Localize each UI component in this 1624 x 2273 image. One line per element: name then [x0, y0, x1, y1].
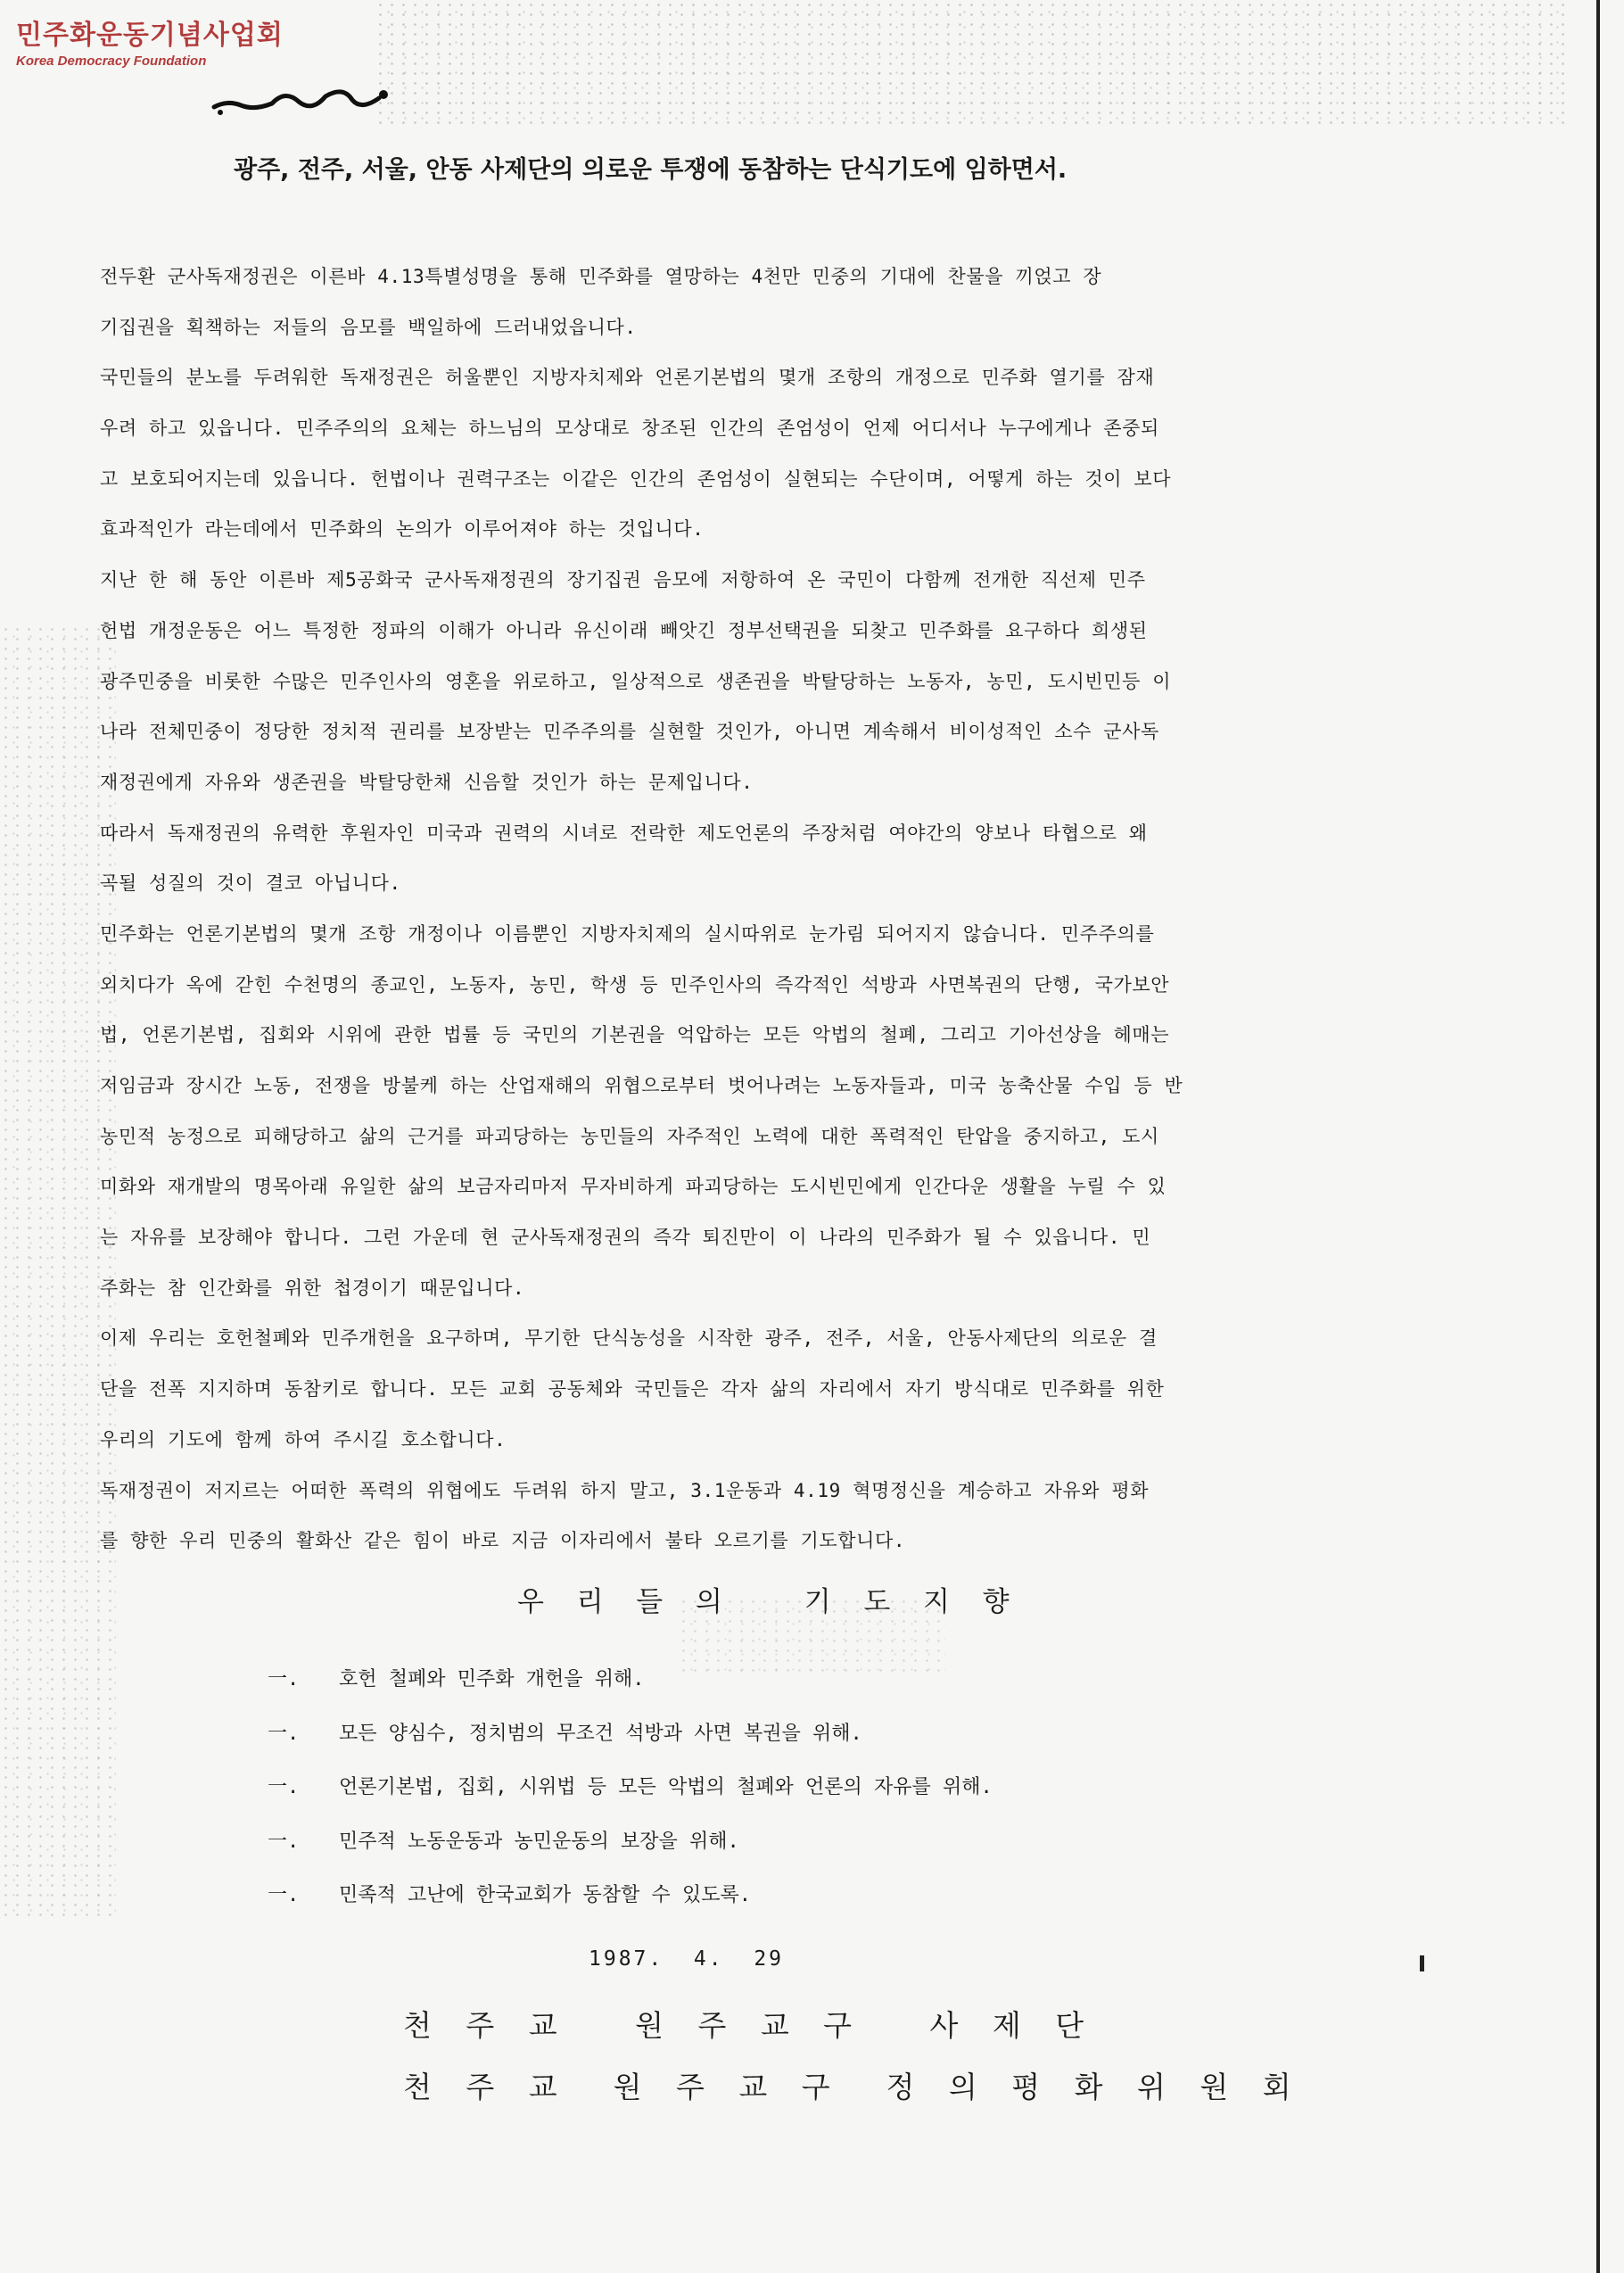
- ink-mark: [1420, 1955, 1424, 1971]
- body-line: 헌법 개정운동은 어느 특정한 정파의 이해가 아니라 유신이래 빼앗긴 정부선택권을 되찾고 민주화를 요구하다 희생된: [100, 619, 1148, 641]
- scan-edge-line: [1596, 0, 1600, 2273]
- body-line: 를 향한 우리 민중의 활화산 같은 힘이 바로 지금 이자리에서 불타 오르기를 기도합니다.: [100, 1530, 906, 1552]
- signature-organization-1: 천 주 교 원 주 교 구 사 제 단: [403, 2008, 1097, 2043]
- body-line: 국민들의 분노를 두려워한 독재정권은 허울뿐인 지방자치제와 언론기본법의 몇개 조항의 개정으로 민주화 열기를 잠재: [100, 367, 1155, 389]
- handwritten-scribble: [210, 80, 397, 120]
- body-line: 광주민중을 비롯한 수많은 민주인사의 영혼을 위로하고, 일상적으로 생존권을 박탈당하는 노동자, 농민, 도시빈민등 이: [100, 670, 1172, 692]
- prayer-item-marker: 一.: [268, 1668, 300, 1690]
- body-line: 재정권에게 자유와 생존권을 박탈당한채 신음할 것인가 하는 문제입니다.: [100, 771, 754, 793]
- body-line: 미화와 재개발의 명목아래 유일한 삶의 보금자리마저 무자비하게 파괴당하는 도시빈민에게 인간다운 생활을 누릴 수 있: [100, 1176, 1166, 1198]
- prayer-item-marker: 一.: [268, 1722, 300, 1745]
- scan-noise-top: [375, 0, 1570, 125]
- prayer-item: [268, 1815, 1338, 1870]
- body-line: 따라서 독재정권의 유력한 후원자인 미국과 권력의 시녀로 전락한 제도언론의 주장처럼 여야간의 양보나 타협으로 왜: [100, 822, 1148, 844]
- body-line: 외치다가 옥에 갇힌 수천명의 종교인, 노동자, 농민, 학생 등 민주인사의 즉각적인 석방과 사면복권의 단행, 국가보안: [100, 973, 1170, 996]
- body-line: 저임금과 장시간 노동, 전쟁을 방불케 하는 산업재해의 위협으로부터 벗어나려는 노동자들과, 미국 농축산물 수입 등 반: [100, 1075, 1183, 1096]
- body-line: 이제 우리는 호헌철폐와 민주개헌을 요구하며, 무기한 단식농성을 시작한 광주, 전주, 서울, 안동사제단의 의로운 결: [100, 1327, 1158, 1350]
- body-line: 나라 전체민중이 정당한 정치적 권리를 보장받는 민주주의를 실현할 것인가, 아니면 계속해서 비이성적인 소수 군사독: [100, 721, 1159, 743]
- prayer-item-marker: 一.: [268, 1830, 300, 1853]
- body-line: 법, 언론기본법, 집회와 시위에 관한 법률 등 국민의 기본권을 억압하는 모든 악법의 철폐, 그리고 기아선상을 헤매는: [100, 1024, 1170, 1046]
- prayer-intentions-heading: 우 리 들 의 기 도 지 향: [517, 1586, 1018, 1618]
- scan-noise-left: [0, 624, 116, 1918]
- body-line: 전두환 군사독재정권은 이른바 4.13특별성명을 통해 민주화를 열망하는 4천만 민중의 기대에 찬물을 끼얹고 장: [100, 266, 1102, 287]
- body-line: 단을 전폭 지지하며 동참키로 합니다. 모든 교회 공동체와 국민들은 각자 삶의 자리에서 자기 방식대로 민주화를 위한: [100, 1378, 1165, 1401]
- prayer-item-text: 언론기본법, 집회, 시위법 등 모든 악법의 철폐와 언론의 자유를 위해.: [339, 1776, 993, 1798]
- document-title: 광주, 전주, 서울, 안동 사제단의 의로운 투쟁에 동참하는 단식기도에 임하면서.: [234, 156, 1068, 184]
- prayer-item: [268, 1653, 1338, 1707]
- body-line: 고 보호되어지는데 있읍니다. 헌법이나 권력구조는 이같은 인간의 존엄성이 실현되는 수단이며, 어떻게 하는 것이 보다: [100, 467, 1172, 490]
- signature-organization-2: 천 주 교 원 주 교 구 정 의 평 화 위 원 회: [403, 2070, 1304, 2104]
- prayer-item-text: 민족적 고난에 한국교회가 동참할 수 있도록.: [339, 1884, 752, 1906]
- body-line: 기집권을 획책하는 저들의 음모를 백일하에 드러내었읍니다.: [100, 316, 637, 338]
- document-date: 1987. 4. 29: [589, 1947, 785, 1971]
- prayer-item: [268, 1869, 1338, 1923]
- body-line: 효과적인가 라는데에서 민주화의 논의가 이루어져야 하는 것입니다.: [100, 518, 705, 541]
- statement-body: [100, 252, 1447, 1566]
- body-line: 민주화는 언론기본법의 몇개 조항 개정이나 이름뿐인 지방자치제의 실시따위로 눈가림 되어지지 않습니다. 민주주의를: [100, 922, 1155, 945]
- foundation-watermark-logo: [16, 12, 284, 69]
- body-line: 지난 한 해 동안 이른바 제5공화국 군사독재정권의 장기집권 음모에 저항하여 온 국민이 다함께 전개한 직선제 민주: [100, 569, 1146, 591]
- prayer-item-text: 민주적 노동운동과 농민운동의 보장을 위해.: [339, 1830, 739, 1853]
- logo-korean-text: 민주화운동기념사업회: [16, 20, 284, 51]
- prayer-item-text: 모든 양심수, 정치범의 무조건 석방과 사면 복권을 위해.: [339, 1722, 862, 1745]
- body-line: 독재정권이 저지르는 어떠한 폭력의 위협에도 두려워 하지 말고, 3.1운동과 4.19 혁명정신을 계승하고 자유와 평화: [100, 1479, 1150, 1501]
- body-line: 주화는 참 인간화를 위한 첩경이기 때문입니다.: [100, 1277, 525, 1299]
- logo-english-text: Korea Democracy Foundation: [16, 54, 207, 69]
- prayer-item-text: 호헌 철폐와 민주화 개헌을 위해.: [339, 1668, 645, 1690]
- prayer-item: [268, 1761, 1338, 1815]
- prayer-item-marker: 一.: [268, 1776, 300, 1798]
- prayer-intentions-list: [268, 1653, 1338, 1923]
- prayer-item-marker: 一.: [268, 1884, 300, 1906]
- body-line: 우려 하고 있읍니다. 민주주의의 요체는 하느님의 모상대로 창조된 인간의 존엄성이 언제 어디서나 누구에게나 존중되: [100, 417, 1159, 440]
- prayer-item: [268, 1707, 1338, 1762]
- body-line: 농민적 농정으로 피해당하고 삶의 근거를 파괴당하는 농민들의 자주적인 노력에 대한 폭력적인 탄압을 중지하고, 도시: [100, 1125, 1159, 1147]
- body-line: 는 자유를 보장해야 합니다. 그런 가운데 현 군사독재정권의 즉각 퇴진만이 이 나라의 민주화가 될 수 있읍니다. 민: [100, 1227, 1151, 1249]
- body-line: 곡될 성질의 것이 결코 아닙니다.: [100, 872, 401, 895]
- body-line: 우리의 기도에 함께 하여 주시길 호소합니다.: [100, 1428, 507, 1451]
